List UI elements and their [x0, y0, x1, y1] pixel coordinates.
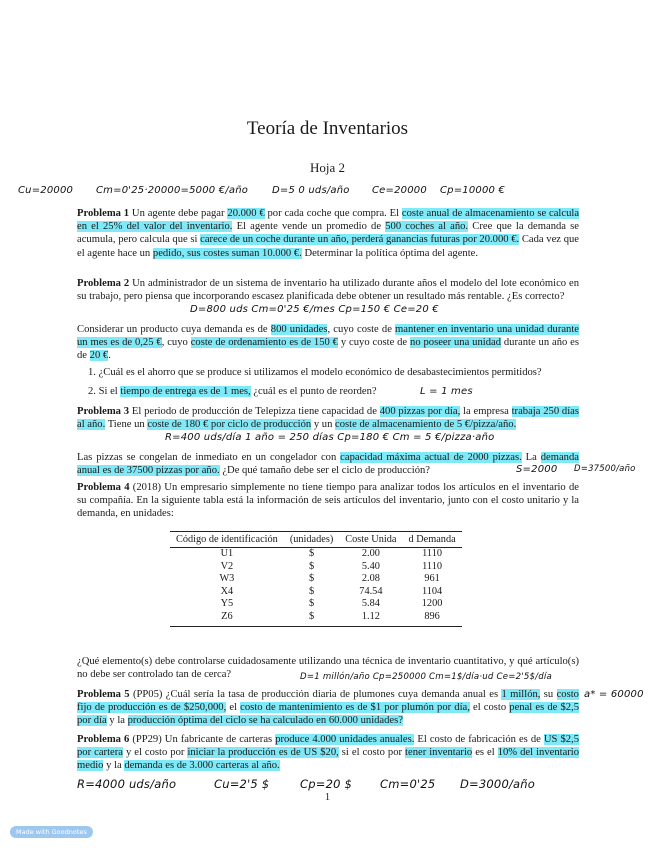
text-span: Un administrador de un sistema de inventario ha utilizado durante años el modelo del lote económico en su trabajo, pero piensa que incorporando escasez planificada debe obtener un resultado más rentable. ¿Es correcto? — [77, 278, 579, 303]
highlight: pedido, sus costes suman 10.000 €. — [152, 247, 302, 259]
text-span: El periodo de producción de Telepizza tiene capacidad de — [129, 406, 380, 417]
text-span: (PP29) Un fabricante de carteras — [129, 734, 276, 745]
text-span: durante un año es de — [77, 337, 579, 362]
handwritten-note-cp: Cp=10000 € — [440, 185, 506, 196]
problem-3 — [77, 405, 579, 431]
cell: $ — [284, 611, 339, 626]
handwritten-note-d-pizzas: D=37500/año — [574, 464, 636, 474]
highlight: 400 pizzas por día, — [379, 406, 461, 417]
handwritten-note-r: R=4000 uds/año — [77, 777, 177, 791]
text-span: y un — [311, 419, 336, 431]
handwritten-note-cm-p6: Cm=0'25 — [380, 777, 436, 791]
problem-1-label: Problema 1 — [77, 208, 130, 219]
highlight: tiempo de entrega es de 1 mes, — [120, 386, 251, 397]
cell: W3 — [219, 573, 235, 585]
highlight: producción óptima del ciclo se ha calculado en 60.000 unidades? — [127, 715, 403, 727]
cell: $ — [308, 585, 315, 597]
table-row — [170, 573, 462, 586]
cell: $ — [308, 560, 315, 572]
handwritten-note-d-p6: D=3000/año — [460, 777, 536, 791]
cell: V2 — [220, 560, 234, 572]
highlight: iniciar la producción es de US $20, — [187, 747, 339, 759]
cell: 5.84 — [361, 598, 380, 610]
text-span: Determinar la política óptima del agente. — [301, 247, 478, 259]
column-header: Coste Unida — [339, 532, 402, 548]
page-subtitle: Hoja 2 — [309, 160, 346, 175]
cell: 1104 — [421, 585, 443, 597]
highlight: coste de ordenamiento es de 150 € — [190, 337, 338, 349]
table-row — [170, 548, 462, 561]
problem-1 — [77, 207, 579, 260]
handwritten-note-s: S=2000 — [516, 464, 558, 475]
column-header: d Demanda — [402, 532, 461, 548]
highlight: 10% del inventario medio — [77, 747, 580, 772]
text-span: (2018) Un empresario simplemente no tiene tiempo para analizar todos los artículos en el inventario de su compañía. En la siguiente tabla está la información de seis artículos del inventario, junto con el costo unitario y la demanda, en unidades: — [77, 482, 579, 520]
highlight: tener inventario — [405, 747, 473, 759]
handwritten-note-cm: Cm=0'25·20000=5000 €/año — [96, 185, 249, 196]
highlight: no poseer una unidad — [410, 337, 502, 349]
highlight: demanda es de 3.000 carteras al año. — [124, 760, 280, 772]
highlight: coste de 180 € por ciclo de producción — [147, 419, 312, 431]
problem-4-question: ¿Qué elemento(s) debe controlarse cuidadosamente utilizando una técnica de inventario cuantitativo, y qué artículo(s) no debe ser controlado tan de cerca? — [77, 656, 579, 681]
highlight: coste de almacenamiento de 5 €/pizza/año. — [335, 419, 517, 431]
goodnotes-badge: Made with Goodnotes — [10, 826, 93, 838]
text-span: Las pizzas se congelan de inmediato en un congelador con — [77, 452, 341, 463]
text-span: y cuyo coste de — [337, 337, 411, 349]
text-span: la empresa — [460, 406, 512, 417]
cell: 896 — [402, 611, 461, 626]
highlight: penal es de $2,5 por día — [77, 702, 579, 727]
handwritten-note-d: D=5 0 uds/año — [272, 185, 350, 196]
highlight: costo de mantenimiento es de $1 por plumón por día, — [240, 702, 470, 714]
cell: $ — [308, 573, 315, 585]
handwritten-note-lead-time: L = 1 mes — [420, 386, 473, 397]
cell: 1200 — [421, 598, 443, 610]
problem-2-item-1: 1. ¿Cuál es el ahorro que se produce si utilizamos el modelo económico de desabastecimientos permitidos? — [88, 367, 542, 378]
highlight: mantener en inventario una unidad durante un mes es de 0,25 € — [77, 324, 579, 349]
text-span: Cree que la demanda se acumula, pero calcula que si — [77, 221, 580, 246]
table-row — [170, 598, 462, 611]
text-span: El agente vende un promedio de — [232, 221, 386, 233]
highlight: trabaja 250 días al año. — [77, 406, 579, 431]
handwritten-note-cu-p6: Cu=2'5 $ — [214, 777, 270, 791]
cell: 5.40 — [361, 560, 380, 572]
text-span: 2. Si el — [88, 386, 121, 397]
problem-5-label: Problema 5 — [77, 689, 130, 700]
cell: 2.00 — [361, 548, 380, 559]
highlight: 20 € — [89, 350, 109, 362]
cell: 961 — [424, 573, 440, 585]
table-header-row — [170, 532, 462, 548]
highlight: costo fijo de producción es de $250,000, — [77, 689, 579, 714]
highlight: 800 unidades — [270, 324, 328, 335]
problem-3-statement — [77, 451, 579, 477]
cell: 1110 — [422, 560, 442, 572]
inventory-table — [170, 531, 462, 627]
cell: U1 — [220, 548, 234, 559]
highlight: demanda anual es de 37500 pizzas por año. — [77, 452, 579, 477]
problem-6 — [77, 733, 579, 773]
text-span: es el — [472, 747, 498, 759]
highlight: 1 millón, — [501, 689, 541, 700]
cell: 2.08 — [361, 573, 380, 585]
problem-5 — [77, 688, 579, 728]
text-span: ¿De qué tamaño debe ser el ciclo de producción? — [219, 465, 430, 477]
handwritten-note-cu: Cu=20000 — [18, 185, 74, 196]
problem-3-label: Problema 3 — [77, 406, 130, 417]
text-span: y la — [106, 715, 128, 727]
highlight: 20.000 € — [227, 208, 265, 219]
text-span: (PP05) ¿Cuál sería la tasa de producción diaria de plumones cuya demanda anual es — [129, 689, 502, 700]
text-span: Tiene un — [105, 419, 148, 431]
handwritten-note-p2: D=800 uds Cm=0'25 €/mes Cp=150 € Ce=20 € — [190, 304, 439, 315]
text-span: El costo de fabricación es de — [414, 734, 544, 745]
text-span: su — [540, 689, 557, 700]
text-span: La — [521, 452, 541, 463]
highlight: coste anual de almacenamiento se calcula en el 25% del valor del inventario. — [77, 208, 580, 233]
cell: Y5 — [220, 598, 234, 610]
cell: X4 — [220, 585, 234, 597]
table-row — [170, 561, 462, 574]
text-span: Cada vez que el agente hace un — [77, 234, 579, 259]
page-title: Teoría de Inventarios — [246, 118, 409, 139]
cell: 74.54 — [359, 585, 383, 597]
highlight: 500 coches al año. — [385, 221, 469, 233]
problem-4-label: Problema 4 — [77, 482, 130, 493]
text-span: . — [108, 350, 111, 362]
text-span: y el costo por — [122, 747, 188, 759]
highlight: capacidad máxima actual de 2000 pizzas. — [340, 452, 522, 463]
handwritten-note-p5: a* = 60000 — [584, 689, 644, 700]
handwritten-note-ce: Ce=20000 — [372, 185, 427, 196]
highlight: produce 4.000 unidades anuales. — [275, 734, 415, 745]
cell: 1110 — [422, 548, 442, 559]
page-number: 1 — [324, 792, 331, 803]
highlight: US $2,5 por cartera — [77, 734, 579, 759]
cell: $ — [308, 598, 315, 610]
text-span: el — [226, 702, 241, 714]
column-header: Código de identificación — [170, 532, 284, 548]
table-row — [170, 611, 462, 626]
problem-2-label: Problema 2 — [77, 278, 130, 289]
cell: 1.12 — [339, 611, 402, 626]
problem-4 — [77, 481, 579, 521]
cell: $ — [308, 548, 315, 559]
problem-2 — [77, 277, 579, 303]
handwritten-note-cp-p6: Cp=20 $ — [300, 777, 352, 791]
text-span: ¿cuál es el punto de reorden? — [250, 386, 377, 397]
text-span: si el costo por — [338, 747, 406, 759]
problem-2-statement — [77, 323, 579, 363]
text-span: Un agente debe pagar — [129, 208, 228, 219]
problem-6-label: Problema 6 — [77, 734, 130, 745]
handwritten-note-p3: R=400 uds/día 1 año = 250 días Cp=180 € Cm = 5 €/pizza·año — [165, 432, 495, 443]
cell: Z6 — [170, 611, 284, 626]
text-span: , cuyo coste de — [327, 324, 396, 335]
text-span: , cuyo — [161, 337, 191, 349]
text-span: el costo — [469, 702, 510, 714]
handwritten-note-p4: D=1 millón/año Cp=250000 Cm=1$/día·ud Ce=2'5$/día — [300, 672, 552, 682]
text-span: Considerar un producto cuya demanda es de — [77, 324, 271, 335]
text-span: por cada coche que compra. El — [264, 208, 402, 219]
highlight: carece de un coche durante un año, perderá ganancias futuras por 20.000 €. — [200, 234, 520, 246]
column-header: (unidades) — [284, 532, 339, 548]
problem-2-item-2 — [88, 385, 578, 398]
text-span: y la — [103, 760, 125, 772]
table-row — [170, 586, 462, 599]
